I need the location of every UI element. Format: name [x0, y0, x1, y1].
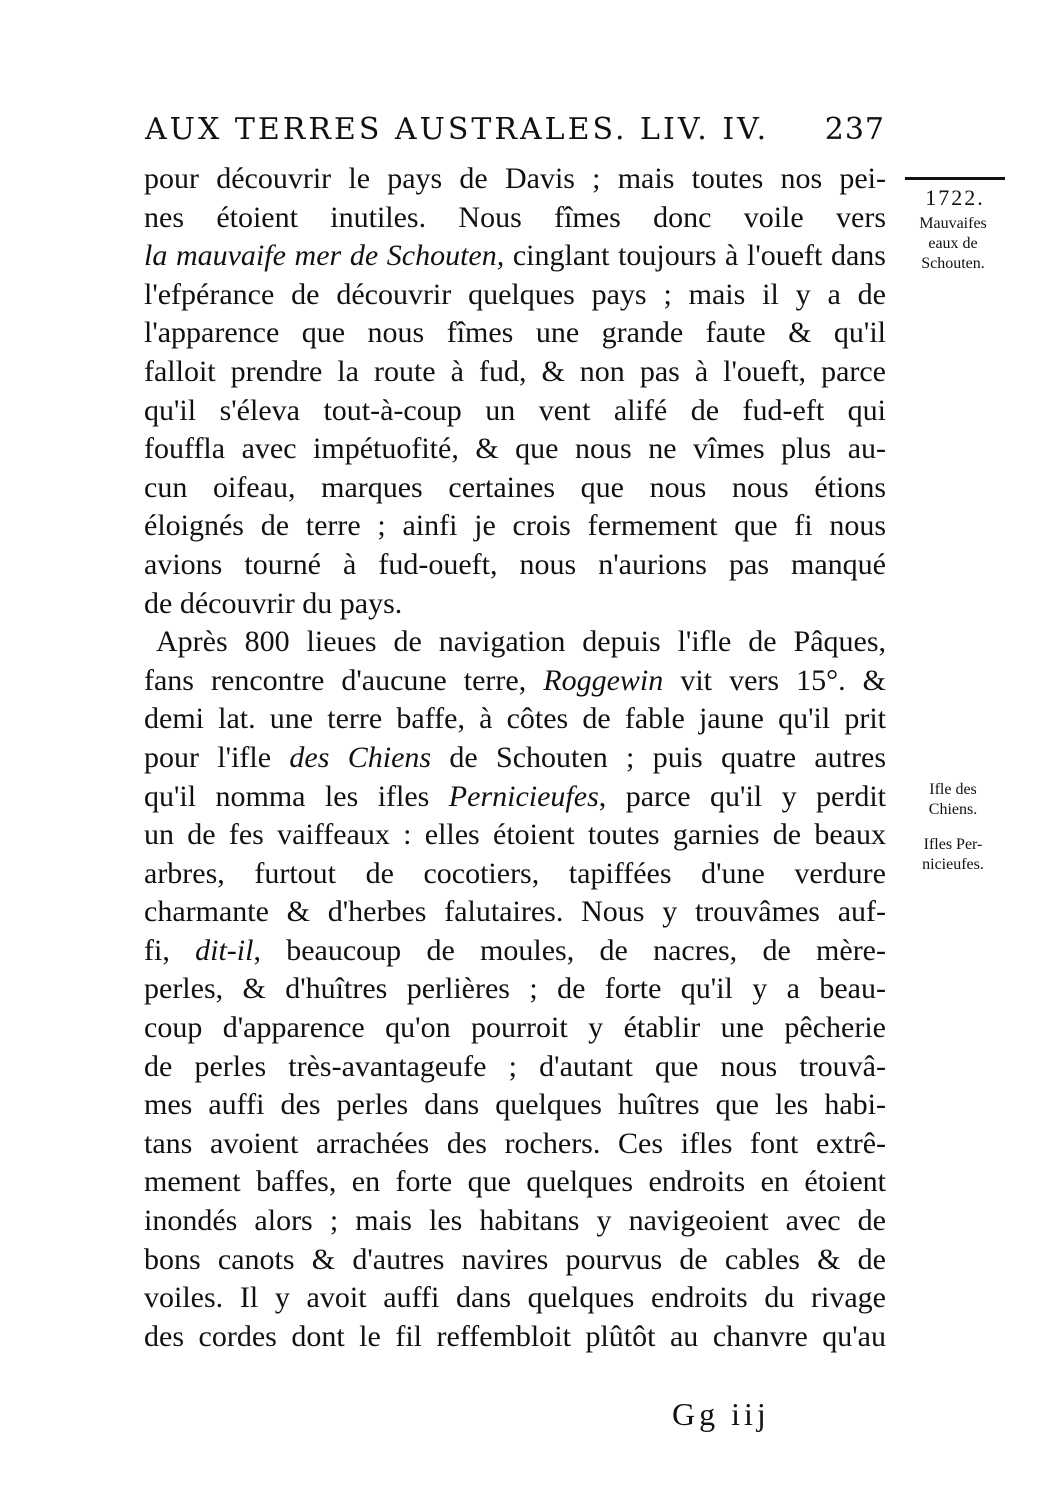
text-line: cun oifeau, marques certaines que nous nous étions: [144, 470, 886, 504]
text-line: coup d'apparence qu'on pourroit y établir une pêcherie: [144, 1011, 886, 1045]
text-line: charmante & d'herbes falutaires. Nous y trouvâmes auf-: [144, 895, 886, 929]
text-line: qu'il s'éleva tout-à-coup un vent alifé de fud-eft qui: [144, 393, 886, 427]
margin-note-line: nicieufes.: [922, 856, 984, 873]
text-line: demi lat. une terre baffe, à côtes de fable jaune qu'il prit: [144, 702, 886, 736]
running-title: AUX TERRES AUSTRALES. LIV. IV.: [145, 112, 770, 147]
margin-note-line: Schouten.: [921, 255, 985, 272]
running-head: [145, 112, 885, 152]
text-line: pour l'ifle des Chiens de Schouten ; puis quatre autres: [144, 740, 886, 774]
signature-mark: Gg iij: [672, 1396, 770, 1432]
text-line: fouffla avec impétuofité, & que nous ne vîmes plus au-: [144, 432, 886, 466]
text-line: de perles très-avantageufe ; d'autant que nous trouvâ-: [144, 1049, 886, 1083]
main-text: [144, 160, 886, 1356]
italic-name: Pernicieufes: [448, 779, 599, 813]
text-line: arbres, furtout de cocotiers, tapiffées d'une verdure: [144, 856, 886, 890]
text-line: de découvrir du pays.: [144, 586, 403, 620]
text-line: voiles. Il y avoit auffi dans quelques endroits du rivage: [144, 1281, 886, 1315]
text-line: bons canots & d'autres navires pourvus de cables & de: [144, 1242, 886, 1276]
text-line: Après 800 lieues de navigation depuis l'ifle de Pâques,: [156, 625, 886, 659]
margin-note-line: Mauvaifes: [919, 215, 987, 232]
italic-phrase: dit-il: [195, 933, 254, 967]
margin-note-line: Chiens.: [928, 801, 978, 818]
margin-note-line: Ifles Per-: [923, 836, 983, 853]
margin-note-isles-pernicieuses: [898, 835, 1008, 875]
text-line: nes étoient inutiles. Nous fîmes donc voile vers: [144, 200, 886, 234]
text-line: inondés alors ; mais les habitans y navigeoient avec de: [144, 1204, 886, 1238]
text-line: la mauvaife mer de Schouten, cinglant toujours à l'oueft dans: [144, 239, 886, 273]
text-line: fi, dit-il, beaucoup de moules, de nacres, de mère-: [144, 933, 886, 967]
italic-name: des Chiens: [289, 740, 432, 774]
text-line: pour découvrir le pays de Davis ; mais toutes nos pei-: [144, 162, 886, 195]
margin-note-line: Ifle des: [929, 781, 977, 798]
text-line: falloit prendre la route à fud, & non pas à l'oueft, parce: [144, 354, 886, 388]
text-line: l'efpérance de découvrir quelques pays ; mais il y a de: [144, 277, 886, 311]
text-line: qu'il nomma les ifles Pernicieufes, parce qu'il y perdit: [144, 779, 886, 813]
text-line: des cordes dont le fil reffembloit plûtôt au chanvre qu'au: [144, 1319, 886, 1353]
text-line: avions tourné à fud-oueft, nous n'aurions pas manqué: [144, 547, 886, 581]
text-line: éloignés de terre ; ainfi je crois fermement que fi nous: [144, 509, 886, 543]
text-line: fans rencontre d'aucune terre, Roggewin vit vers 15°. &: [144, 663, 886, 697]
text-line: tans avoient arrachées des rochers. Ces ifles font extrê-: [144, 1126, 886, 1160]
margin-year: 1722.: [925, 185, 985, 210]
text-line: un de fes vaiffeaux : elles étoient toutes garnies de beaux: [144, 818, 886, 852]
text-line: perles, & d'huîtres perlières ; de forte qu'il y a beau-: [144, 972, 886, 1006]
italic-phrase: la mauvaife mer de Schouten,: [144, 239, 505, 273]
page-number: 237: [824, 112, 885, 147]
margin-note-line: eaux de: [928, 235, 978, 252]
margin-note-isle-des-chiens: [898, 780, 1008, 820]
text-line: mes auffi des perles dans quelques huîtres que les habi-: [144, 1088, 886, 1122]
margin-rule: [905, 177, 1005, 180]
text-line: mement baffes, en forte que quelques endroits en étoient: [144, 1165, 886, 1199]
italic-name: Roggewin: [543, 663, 664, 697]
margin-note-mauvaises-eaux: [898, 214, 1008, 274]
text-line: l'apparence que nous fîmes une grande faute & qu'il: [144, 316, 886, 350]
